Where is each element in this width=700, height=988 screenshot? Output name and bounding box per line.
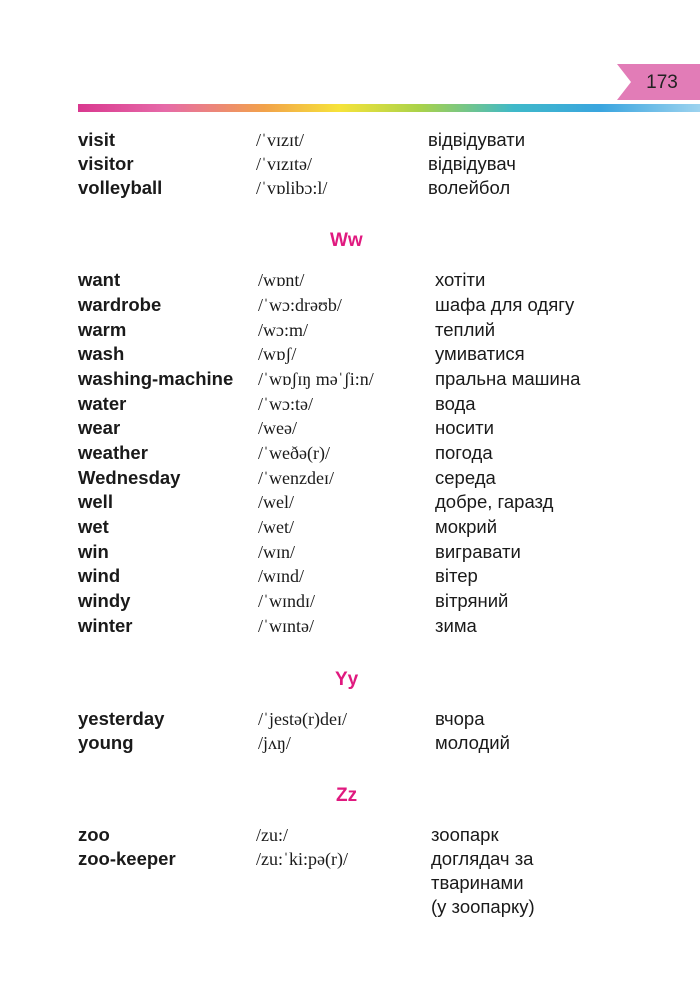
entry-transcription: /ˈvɪzɪtə/: [256, 154, 312, 174]
entry-translation: відвідувати: [428, 129, 526, 150]
entry-word: visitor: [78, 153, 134, 174]
section-letter: Ww: [330, 230, 363, 251]
entry-translation-line: тваринами: [431, 872, 524, 893]
page-number: 173: [646, 72, 678, 93]
entry-transcription: /wɔ:m/: [258, 320, 308, 340]
entry-transcription: /wɪn/: [258, 542, 296, 562]
entry-word: wash: [78, 343, 125, 364]
entry-translation: погода: [435, 442, 493, 463]
entry-word: wet: [78, 516, 109, 537]
entry-translation: волейбол: [428, 177, 511, 198]
entry-translation: пральна машина: [435, 368, 581, 389]
entry-word: wind: [78, 565, 121, 586]
entry-transcription: /zu:/: [256, 825, 288, 845]
entry-transcription: /wɒnt/: [258, 270, 305, 290]
entry-translation: вода: [435, 393, 476, 414]
entry-transcription: /ˈwɔ:tə/: [258, 394, 313, 414]
entry-word: Wednesday: [78, 467, 181, 488]
entry-word: win: [78, 541, 109, 562]
entry-translation: відвідувач: [428, 153, 516, 174]
entry-transcription: /weə/: [258, 418, 297, 438]
entry-transcription: /wel/: [258, 492, 294, 512]
entry-word: windy: [78, 590, 131, 611]
entry-word: young: [78, 732, 134, 753]
entry-translation: носити: [435, 417, 494, 438]
entry-word: yesterday: [78, 708, 165, 729]
entry-transcription: /ˈwɪntə/: [258, 616, 314, 636]
entry-word: weather: [78, 442, 148, 463]
entry-word: wardrobe: [78, 294, 162, 315]
entry-transcription: /wɒʃ/: [258, 344, 297, 364]
entry-translation: вітер: [435, 565, 478, 586]
entry-transcription: /wɪnd/: [258, 566, 305, 586]
entry-translation-line: (у зоопарку): [431, 896, 535, 917]
entry-transcription: /ˈjestə(r)deɪ/: [258, 709, 347, 729]
entry-transcription: /ˈvɒlibɔ:l/: [256, 178, 328, 198]
entry-translation: вчора: [435, 708, 485, 729]
entry-word: zoo-keeper: [78, 848, 176, 869]
entry-translation: добре, гаразд: [435, 491, 554, 512]
entry-translation: середа: [435, 467, 496, 488]
entry-translation: зима: [435, 615, 477, 636]
entry-transcription: /wet/: [258, 517, 294, 537]
entry-translation: умиватися: [435, 343, 525, 364]
entry-word: visit: [78, 129, 116, 150]
entry-translation: хотіти: [435, 269, 486, 290]
entry-translation: шафа для одягу: [435, 294, 575, 315]
entry-translation: зоопарк: [431, 824, 499, 845]
entry-word: water: [78, 393, 127, 414]
entry-transcription: /ˈvɪzɪt/: [256, 130, 304, 150]
entry-word: want: [78, 269, 121, 290]
entry-translation: мокрий: [435, 516, 498, 537]
entry-word: well: [78, 491, 113, 512]
entry-translation: молодий: [435, 732, 510, 753]
entry-word: washing-machine: [78, 368, 234, 389]
entry-transcription: /zu:ˈki:pə(r)/: [256, 849, 348, 869]
entry-transcription: /ˈweðə(r)/: [258, 443, 330, 463]
entry-translation: доглядач за: [431, 848, 534, 869]
entry-word: volleyball: [78, 177, 163, 198]
entry-transcription: /ˈwɪndɪ/: [258, 591, 315, 611]
entry-transcription: /jʌŋ/: [258, 733, 291, 753]
entry-word: warm: [78, 319, 127, 340]
section-letter: Yy: [335, 669, 359, 690]
entry-transcription: /ˈwɔ:drəʊb/: [258, 295, 342, 315]
rainbow-divider: [78, 104, 700, 112]
entry-word: wear: [78, 417, 121, 438]
entry-word: winter: [78, 615, 133, 636]
entry-translation: вітряний: [435, 590, 509, 611]
entry-word: zoo: [78, 824, 110, 845]
entry-transcription: /ˈwenzdeɪ/: [258, 468, 334, 488]
entry-translation: теплий: [435, 319, 496, 340]
entry-translation: вигравати: [435, 541, 521, 562]
section-letter: Zz: [336, 785, 358, 806]
entry-transcription: /ˈwɒʃɪŋ məˈʃi:n/: [258, 369, 374, 389]
